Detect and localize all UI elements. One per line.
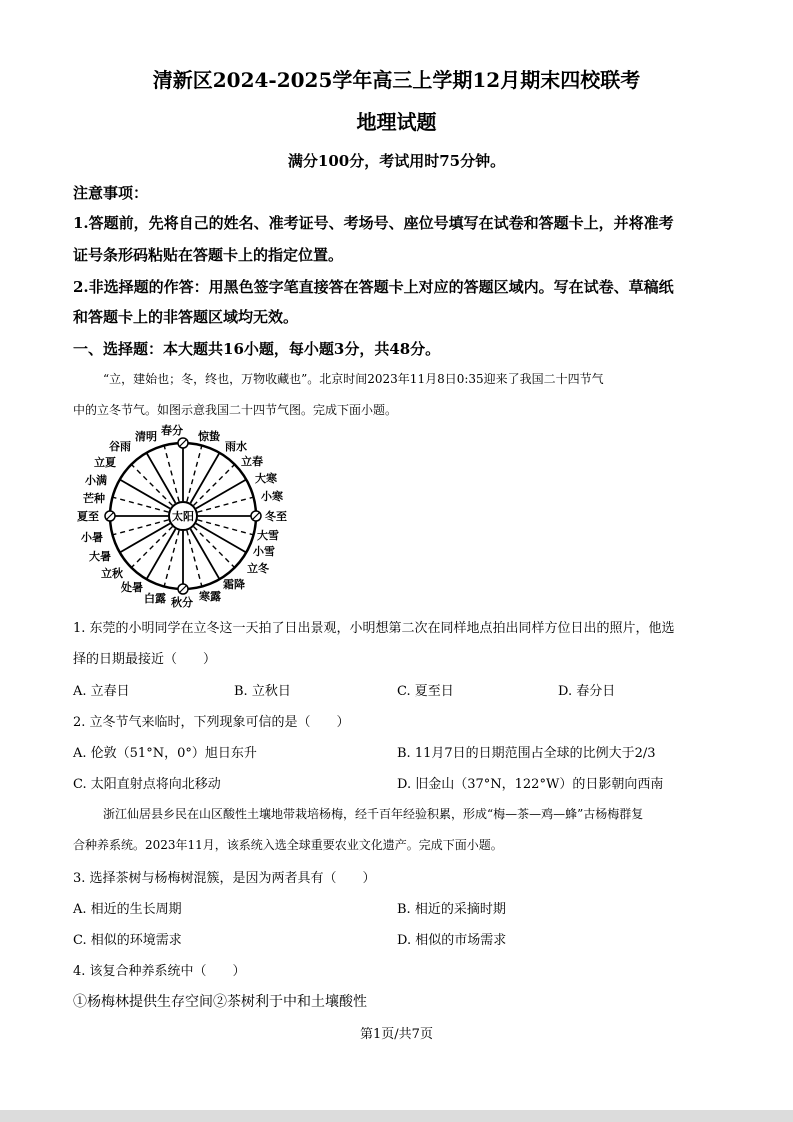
q3-option-c: C. 相似的环境需求: [73, 933, 182, 948]
term-guyu: 谷雨: [109, 440, 131, 453]
q2-option-b: B. 11月7日的日期范围占全球的比例大于2/3: [397, 746, 656, 761]
term-dongzhi: 冬至: [265, 510, 287, 523]
term-chunfen: 春分: [161, 424, 183, 437]
q1-stem-line-1: 1. 东莞的小明同学在立冬这一天拍了日出景观，小明想第二次在同样地点拍出同样方位日出的照片，他选: [73, 621, 675, 636]
spoke: [191, 454, 220, 503]
spoke: [197, 497, 252, 512]
spoke: [132, 465, 172, 505]
exam-subject: 地理试题: [356, 110, 437, 134]
term-xiaoshu: 小暑: [81, 531, 103, 544]
q4-statements: ①杨梅林提供生存空间②茶树利于中和土壤酸性: [73, 994, 367, 1010]
term-jingzhe: 惊蛰: [198, 430, 220, 443]
term-qiufen: 秋分: [171, 596, 193, 609]
q4-stem: 4. 该复合种养系统中（ ）: [73, 964, 246, 979]
spoke: [147, 529, 176, 578]
spoke: [187, 530, 202, 585]
term-dahan: 大寒: [255, 472, 277, 485]
term-shuangjiang: 霜降: [223, 578, 245, 591]
solar-terms-diagram: [72, 420, 298, 610]
notes-heading: 注意事项：: [73, 184, 149, 202]
term-xiazhi: 夏至: [77, 510, 99, 523]
term-daxue: 大雪: [257, 529, 279, 542]
q2-option-d: D. 旧金山（37°N，122°W）的日影朝向西南: [397, 777, 664, 792]
q1-option-a: A. 立春日: [73, 684, 130, 699]
spoke: [191, 529, 220, 578]
passage-2-line-1: 浙江仙居县乡民在山区酸性土壤地带栽培杨梅，经千百年经验积累，形成“梅—茶—鸡—蜂”古杨梅群复: [103, 807, 644, 821]
q2-stem: 2. 立冬节气来临时，下列现象可信的是（ ）: [73, 715, 350, 730]
term-lidong: 立冬: [247, 562, 269, 575]
q1-option-d: D. 春分日: [558, 684, 616, 699]
q2-option-a: A. 伦敦（51°N，0°）旭日东升: [73, 746, 257, 761]
spoke: [164, 446, 179, 501]
term-yushui: 雨水: [225, 440, 247, 453]
viewer-bottom-bar: [0, 1110, 793, 1122]
q1-stem-line-2: 择的日期最接近（ ）: [73, 652, 217, 667]
term-chushu: 处暑: [121, 581, 143, 594]
q3-option-a: A. 相近的生长周期: [73, 902, 182, 917]
spoke: [132, 527, 172, 567]
score-info: 满分100分，考试用时75分钟。: [287, 152, 506, 170]
term-liqiu: 立秋: [101, 567, 123, 580]
terms-wheel: [110, 443, 256, 589]
term-xiaoman: 小满: [85, 474, 107, 487]
notes-item-2-line-2: 和答题卡上的非答题区域均无效。: [73, 308, 299, 326]
term-hanlu: 寒露: [199, 590, 221, 603]
spoke: [196, 480, 245, 509]
section-1-intro-line-2: 中的立冬节气。如图示意我国二十四节气图。完成下面小题。: [73, 403, 398, 417]
term-qingming: 清明: [135, 430, 157, 443]
notes-item-1-line-1: 1.答题前，先将自己的姓名、准考证号、考场号、座位号填写在试卷和答题卡上，并将准考: [73, 214, 674, 232]
q1-option-c: C. 夏至日: [397, 684, 454, 699]
notes-item-1-line-2: 证号条形码粘贴在答题卡上的指定位置。: [73, 246, 344, 264]
spoke: [197, 520, 252, 535]
spoke: [187, 446, 202, 501]
term-xiaohan: 小寒: [261, 490, 283, 503]
term-xiaoxue: 小雪: [253, 545, 275, 558]
q3-option-b: B. 相近的采摘时期: [397, 902, 506, 917]
page-number: 第1页/共7页: [360, 1027, 433, 1042]
q3-stem: 3. 选择茶树与杨梅树混簇，是因为两者具有（ ）: [73, 871, 376, 886]
passage-2-line-2: 合种养系统。2023年11月，该系统入选全球重要农业文化遗产。完成下面小题。: [73, 838, 503, 852]
q1-option-b: B. 立秋日: [234, 684, 291, 699]
section-1-intro-line-1: “立，建始也；冬，终也，万物收藏也”。北京时间2023年11月8日0:35迎来了我国二十四节气: [103, 372, 604, 386]
term-mangzhong: 芒种: [83, 492, 105, 505]
term-lichun: 立春: [241, 455, 263, 468]
spoke: [164, 530, 179, 585]
sun-label: 太阳: [172, 510, 194, 523]
section-1-heading: 一、选择题：本大题共16小题，每小题3分，共48分。: [73, 340, 441, 358]
term-bailu: 白露: [144, 592, 166, 605]
term-dashu: 大暑: [89, 550, 111, 563]
notes-item-2-line-1: 2.非选择题的作答：用黑色签字笔直接答在答题卡上对应的答题区域内。写在试卷、草稿纸: [73, 278, 674, 296]
spoke: [147, 454, 176, 503]
q3-option-d: D. 相似的市场需求: [397, 933, 507, 948]
spoke: [194, 527, 234, 567]
exam-title: 清新区2024-2025学年高三上学期12月期末四校联考: [152, 68, 641, 92]
spoke: [121, 524, 170, 553]
spoke: [194, 465, 234, 505]
term-lixia: 立夏: [94, 456, 116, 469]
spoke: [113, 520, 168, 535]
spoke: [113, 497, 168, 512]
spoke: [121, 480, 170, 509]
spoke: [196, 524, 245, 553]
q2-option-c: C. 太阳直射点将向北移动: [73, 777, 221, 792]
